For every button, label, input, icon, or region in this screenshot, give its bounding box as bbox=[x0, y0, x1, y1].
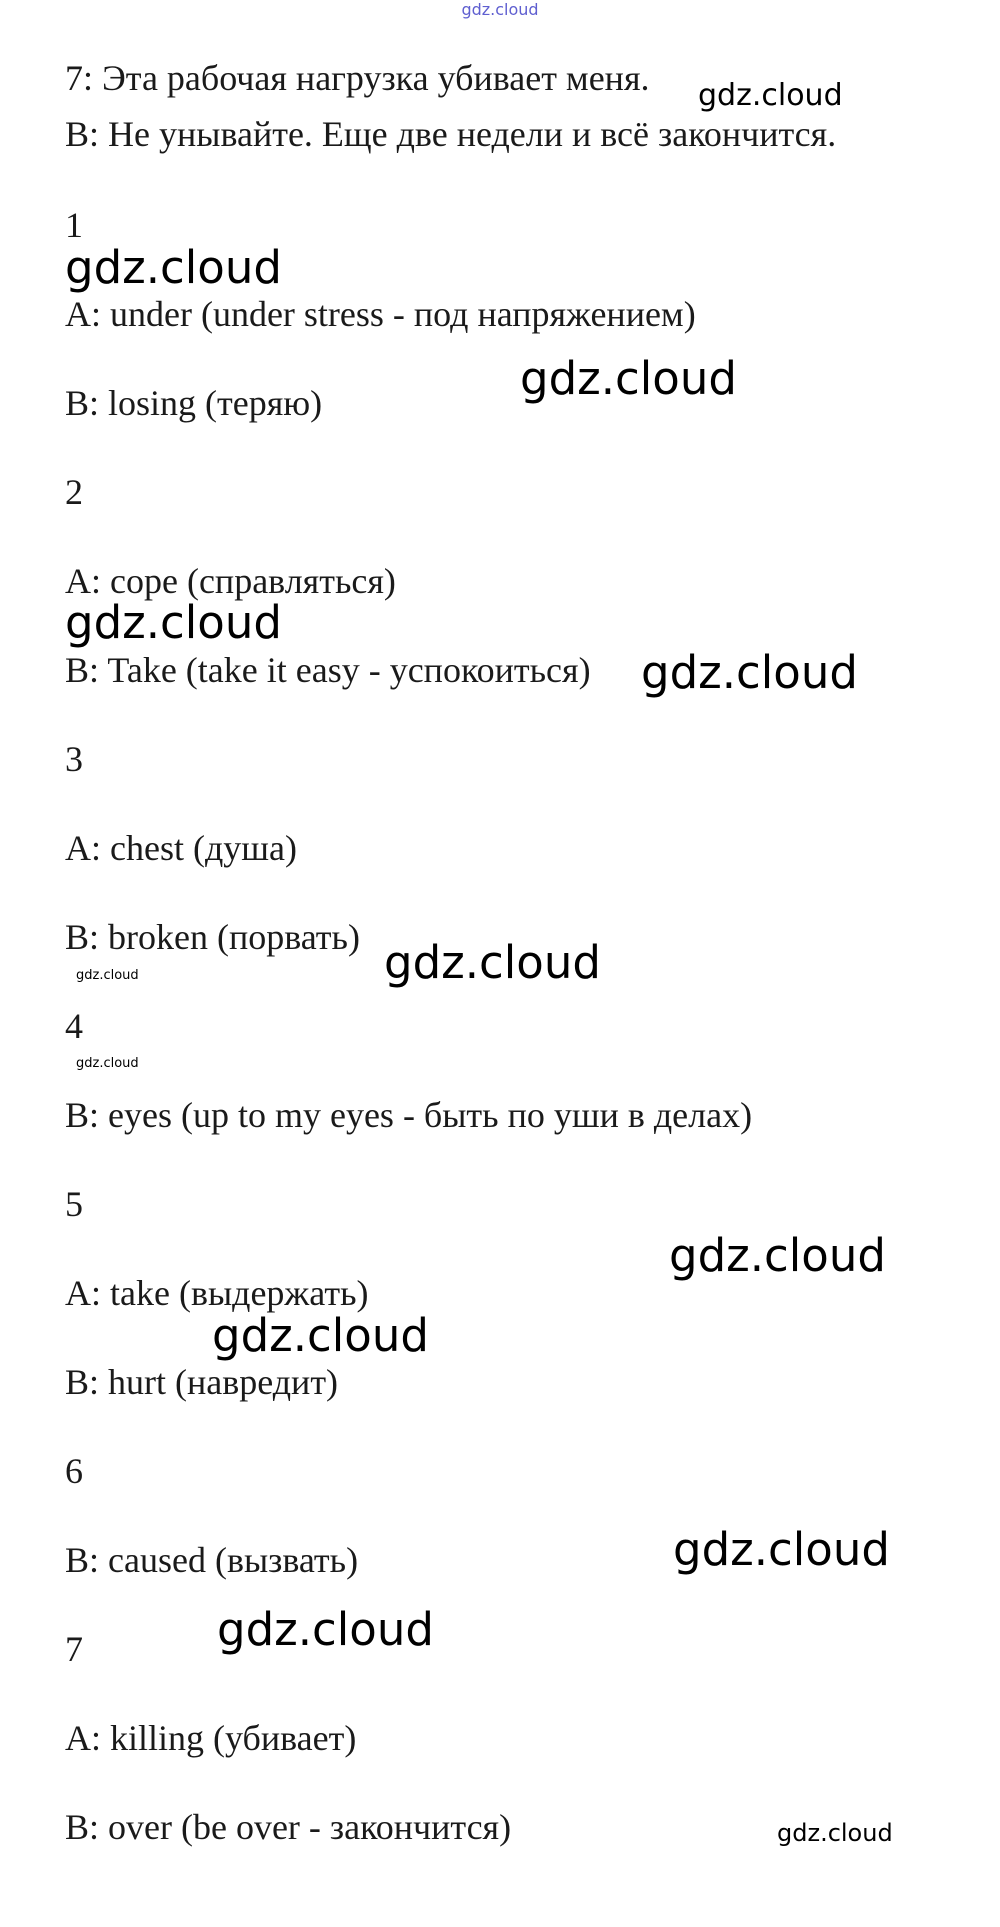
section-number-7: 7 bbox=[65, 1629, 83, 1669]
answer-line-2b: B: Take (take it easy - успокоиться) bbox=[65, 650, 591, 690]
watermark: gdz.cloud bbox=[669, 1229, 886, 1282]
section-number-4: 4 bbox=[65, 1006, 83, 1046]
watermark: gdz.cloud bbox=[217, 1603, 434, 1656]
watermark: gdz.cloud bbox=[673, 1523, 890, 1576]
watermark: gdz.cloud bbox=[65, 596, 282, 649]
answer-line-3a: A: chest (душа) bbox=[65, 828, 297, 868]
text-line-ru-1: 7: Эта рабочая нагрузка убивает меня. bbox=[65, 58, 650, 98]
answer-line-4b: B: eyes (up to my eyes - быть по уши в делах) bbox=[65, 1095, 753, 1135]
answer-line-3b: B: broken (порвать) bbox=[65, 917, 360, 957]
answer-line-5b: B: hurt (навредит) bbox=[65, 1362, 339, 1402]
watermark: gdz.cloud bbox=[76, 1056, 139, 1071]
text-line-ru-2: B: Не унывайте. Еще две недели и всё закончится. bbox=[65, 114, 837, 154]
section-number-5: 5 bbox=[65, 1184, 83, 1224]
answer-line-1a: A: under (under stress - под напряжением) bbox=[65, 294, 696, 334]
answer-line-6b: B: caused (вызвать) bbox=[65, 1540, 359, 1580]
watermark: gdz.cloud bbox=[698, 78, 843, 113]
answer-line-5a: A: take (выдержать) bbox=[65, 1273, 369, 1313]
watermark: gdz.cloud bbox=[65, 241, 282, 294]
answer-line-2a: A: cope (справляться) bbox=[65, 561, 396, 601]
section-number-6: 6 bbox=[65, 1451, 83, 1491]
section-number-2: 2 bbox=[65, 472, 83, 512]
watermark: gdz.cloud bbox=[384, 936, 601, 989]
watermark: gdz.cloud bbox=[777, 1819, 893, 1847]
watermark: gdz.cloud bbox=[641, 646, 858, 699]
answer-line-7a: A: killing (убивает) bbox=[65, 1718, 357, 1758]
answer-line-1b: B: losing (теряю) bbox=[65, 383, 323, 423]
watermark: gdz.cloud bbox=[76, 968, 139, 983]
section-number-3: 3 bbox=[65, 739, 83, 779]
section-number-1: 1 bbox=[65, 205, 83, 245]
header-watermark: gdz.cloud bbox=[461, 0, 539, 19]
watermark: gdz.cloud bbox=[520, 352, 737, 405]
watermark: gdz.cloud bbox=[212, 1309, 429, 1362]
answer-line-7b: B: over (be over - закончится) bbox=[65, 1807, 512, 1847]
